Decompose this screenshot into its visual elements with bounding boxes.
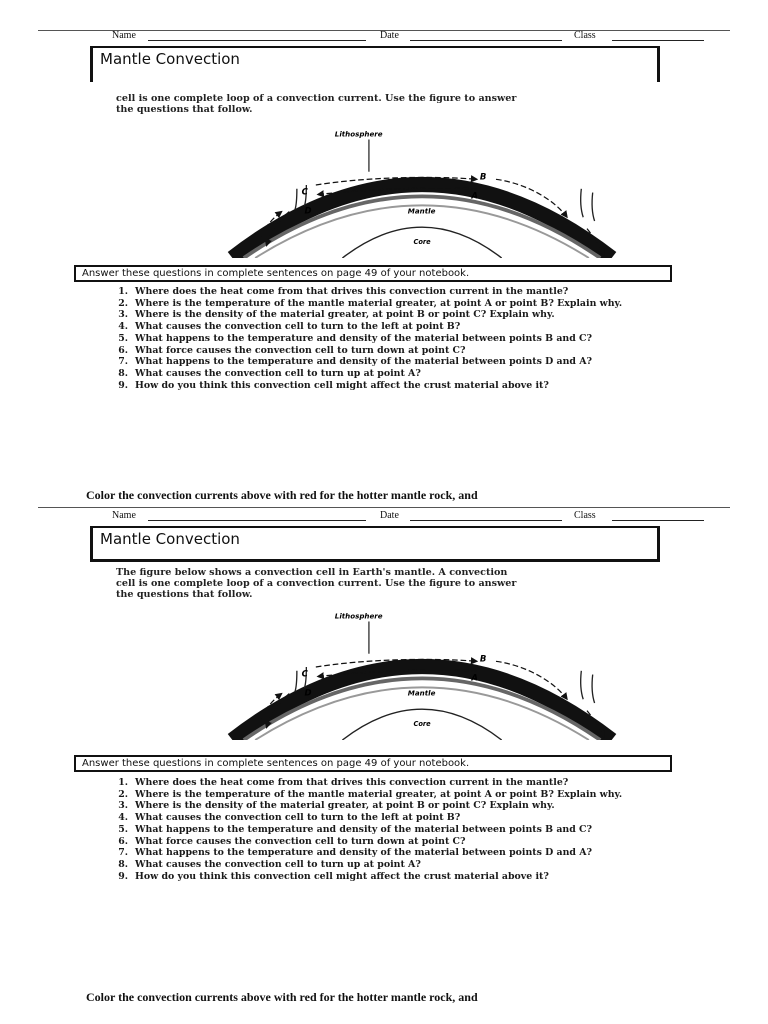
core-label: Core [413, 237, 431, 246]
intro-text [116, 567, 636, 600]
question-text: What force causes the convection cell to turn down at point C? [135, 835, 466, 847]
question-item: 9. How do you think this convection cell might affect the crust material above it? [118, 379, 549, 391]
question-text: What happens to the temperature and density of the material between points B and C? [135, 332, 593, 344]
point-b-label: B [479, 654, 487, 665]
point-a-label: A [471, 191, 478, 202]
class-label: Class [574, 30, 596, 41]
question-item: 1. Where does the heat come from that drives this convection current in the mantle? [118, 286, 569, 297]
question-item: 6. What force causes the convection cell to turn down at point C? [118, 835, 466, 847]
question-text: Where is the density of the material greater, at point B or point C? Explain why. [135, 800, 555, 812]
name-field[interactable] [148, 520, 366, 521]
question-text: Where is the temperature of the mantle material greater, at point A or point B? Explain why. [135, 788, 623, 800]
class-label: Class [574, 510, 596, 521]
question-text: What causes the convection cell to turn to the left at point B? [135, 321, 461, 333]
class-field[interactable] [612, 40, 704, 41]
question-item: 5. What happens to the temperature and density of the material between points B and C? [118, 823, 593, 835]
page-title: Mantle Convection [100, 50, 240, 68]
question-item: 5. What happens to the temperature and density of the material between points B and C? [118, 332, 593, 344]
question-text: What causes the convection cell to turn up at point A? [135, 858, 421, 870]
question-item: 7. What happens to the temperature and density of the material between points D and A? [118, 356, 593, 368]
downwelling-right [581, 671, 584, 699]
question-list [112, 287, 642, 392]
convection-figure [200, 612, 645, 740]
point-a-label: A [471, 673, 478, 684]
header-fields [112, 510, 732, 524]
question-text: What happens to the temperature and density of the material between points B and C? [135, 823, 593, 835]
question-item: 9. How do you think this convection cell might affect the crust material above it? [118, 870, 549, 882]
point-c-label: C [301, 187, 308, 198]
point-b-label: B [479, 172, 487, 183]
footer-instruction: Color the convection currents above with red for the hotter mantle rock, and [86, 990, 478, 1004]
question-list [112, 778, 642, 883]
title-box [90, 526, 660, 562]
question-text: What happens to the temperature and density of the material between points D and A? [135, 356, 593, 368]
downwelling-left [295, 189, 297, 210]
question-item: 8. What causes the convection cell to turn up at point A? [118, 858, 421, 870]
name-label: Name [112, 510, 136, 521]
question-text: How do you think this convection cell might affect the crust material above it? [135, 870, 549, 882]
question-item: 3. Where is the density of the material greater, at point B or point C? Explain why. [118, 800, 555, 812]
point-c-label: C [301, 669, 308, 680]
question-item: 4. What causes the convection cell to turn to the left at point B? [118, 321, 461, 333]
name-field[interactable] [148, 40, 366, 41]
question-text: How do you think this convection cell might affect the crust material above it? [135, 379, 549, 391]
question-item: 3. Where is the density of the material greater, at point B or point C? Explain why. [118, 309, 555, 321]
point-d-label: D [304, 206, 312, 217]
intro-line: The figure below shows a convection cell in Earth's mantle. A convection [116, 567, 508, 578]
question-item: 6. What force causes the convection cell to turn down at point C? [118, 344, 466, 356]
footer-instruction: Color the convection currents above with red for the hotter mantle rock, and [86, 488, 478, 502]
mantle-label: Mantle [407, 206, 436, 216]
core-label: Core [413, 719, 431, 728]
mantle-label: Mantle [407, 688, 436, 698]
question-item: 7. What happens to the temperature and density of the material between points D and A? [118, 847, 593, 859]
intro-line: cell is one complete loop of a convection current. Use the figure to answer [116, 578, 517, 589]
intro-text [116, 93, 636, 115]
question-item: 1. Where does the heat come from that drives this convection current in the mantle? [118, 777, 569, 788]
lithosphere-label: Lithosphere [334, 130, 383, 139]
question-text: What force causes the convection cell to turn down at point C? [135, 344, 466, 356]
worksheet-page-2 [0, 508, 768, 1013]
question-text: Where is the density of the material greater, at point B or point C? Explain why. [135, 309, 555, 321]
question-text: Where does the heat come from that drives this convection current in the mantle? [135, 286, 569, 297]
intro-line: cell is one complete loop of a convection current. Use the figure to answer [116, 93, 517, 104]
date-label: Date [380, 510, 399, 521]
question-item: 2. Where is the temperature of the mantle material greater, at point A or point B? Explain why. [118, 788, 623, 800]
question-text: What causes the convection cell to turn to the left at point B? [135, 812, 461, 824]
question-item: 8. What causes the convection cell to turn up at point A? [118, 367, 421, 379]
worksheet-page-1 [0, 0, 768, 505]
intro-line: the questions that follow. [116, 104, 253, 115]
question-text: What happens to the temperature and density of the material between points D and A? [135, 847, 593, 859]
instruction-box: Answer these questions in complete sentences on page 49 of your notebook. [74, 265, 672, 282]
downwelling-right-2 [592, 675, 595, 703]
downwelling-right [581, 189, 584, 217]
downwelling-right-2 [592, 193, 595, 221]
page-title: Mantle Convection [100, 530, 240, 548]
point-d-label: D [304, 688, 312, 699]
question-text: Where is the temperature of the mantle material greater, at point A or point B? Explain why. [135, 297, 623, 309]
date-field[interactable] [410, 520, 562, 521]
date-field[interactable] [410, 40, 562, 41]
question-text: What causes the convection cell to turn up at point A? [135, 367, 421, 379]
intro-line: the questions that follow. [116, 589, 253, 600]
instruction-box: Answer these questions in complete sentences on page 49 of your notebook. [74, 755, 672, 772]
header-fields [112, 30, 732, 44]
class-field[interactable] [612, 520, 704, 521]
name-label: Name [112, 30, 136, 41]
convection-figure [200, 130, 645, 258]
lithosphere-label: Lithosphere [334, 612, 383, 621]
downwelling-left [295, 671, 297, 692]
question-item: 2. Where is the temperature of the mantle material greater, at point A or point B? Explain why. [118, 297, 623, 309]
title-box [90, 46, 660, 82]
date-label: Date [380, 30, 399, 41]
question-item: 4. What causes the convection cell to turn to the left at point B? [118, 812, 461, 824]
question-text: Where does the heat come from that drives this convection current in the mantle? [135, 777, 569, 788]
